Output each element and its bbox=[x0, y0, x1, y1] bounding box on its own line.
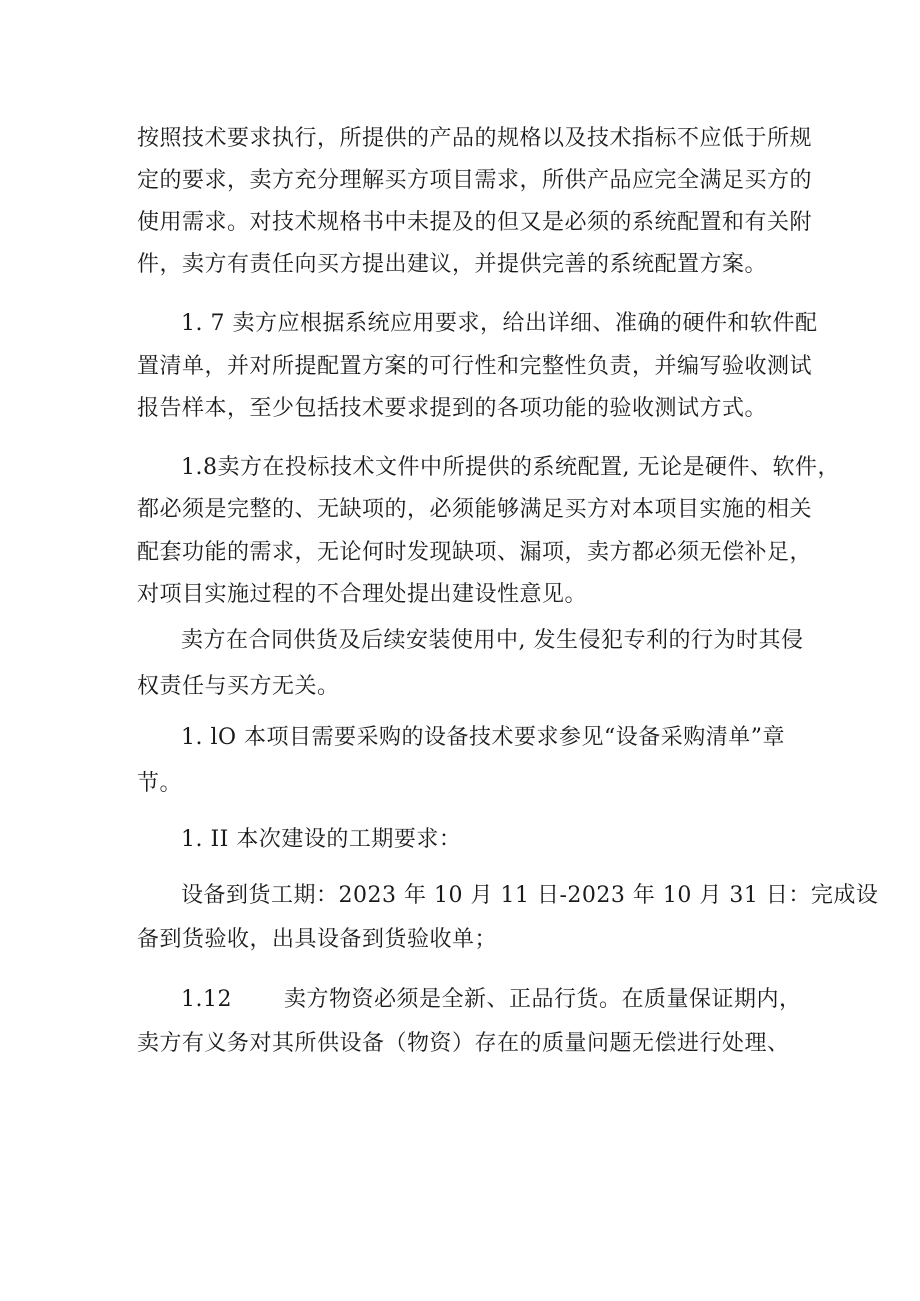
paragraph-schedule-line-2: 备到货验收，出具设备到货验收单； bbox=[137, 927, 498, 952]
paragraph-1-8-line-4: 对项目实施过程的不合理处提出建设性意见。 bbox=[137, 582, 588, 607]
paragraph-1-12-line-2: 卖方有义务对其所供设备（物资）存在的质量问题无偿进行处理、 bbox=[137, 1031, 790, 1056]
paragraph-1-8-line-2: 都必须是完整的、无缺项的，必须能够满足买方对本项目实施的相关 bbox=[137, 497, 813, 522]
paragraph-1-8-line-1: 1.8卖方在投标技术文件中所提供的系统配置, 无论是硬件、软件， bbox=[181, 455, 840, 480]
paragraph-1-line-3: 使用需求。对技术规格书中未提及的但又是必须的系统配置和有关附 bbox=[137, 210, 813, 235]
paragraph-1-8-line-3: 配套功能的需求，无论何时发现缺项、漏项，卖方都必须无偿补足， bbox=[137, 540, 813, 565]
paragraph-1-12-number: 1.12 bbox=[181, 987, 232, 1012]
paragraph-1-10-line-2: 节。 bbox=[137, 771, 183, 796]
paragraph-1-7-line-1: 1. 7 卖方应根据系统应用要求，给出详细、准确的硬件和软件配 bbox=[181, 311, 818, 336]
paragraph-1-10-line-1: 1. lO 本项目需要采购的设备技术要求参见“设备采购清单”章 bbox=[181, 725, 786, 750]
paragraph-1-11-line-1: 1. II 本次建设的工期要求： bbox=[181, 827, 462, 852]
paragraph-1-line-1: 按照技术要求执行，所提供的产品的规格以及技术指标不应低于所规 bbox=[137, 126, 813, 151]
paragraph-1-12-text: 卖方物资必须是全新、正品行货。在质量保证期内， bbox=[283, 987, 802, 1012]
paragraph-1-7-line-3: 报告样本，至少包括技术要求提到的各项功能的验收测试方式。 bbox=[137, 396, 768, 421]
paragraph-1-12-line-1 bbox=[181, 985, 802, 1015]
paragraph-1-7-line-2: 置清单，并对所提配置方案的可行性和完整性负责，并编写验收测试 bbox=[137, 354, 813, 379]
paragraph-schedule-line-1: 设备到货工期：2023 年 10 月 11 日-2023 年 10 月 31 日：完成设 bbox=[181, 883, 879, 908]
paragraph-patent-line-2: 权责任与买方无关。 bbox=[137, 674, 340, 699]
paragraph-patent-line-1: 卖方在合同供货及后续安装使用中, 发生侵犯专利的行为时其侵 bbox=[181, 628, 804, 653]
paragraph-1-line-2: 定的要求，卖方充分理解买方项目需求，所供产品应完全满足买方的 bbox=[137, 168, 813, 193]
paragraph-1-line-4: 件，卖方有责任向买方提出建议，并提供完善的系统配置方案。 bbox=[137, 252, 768, 277]
